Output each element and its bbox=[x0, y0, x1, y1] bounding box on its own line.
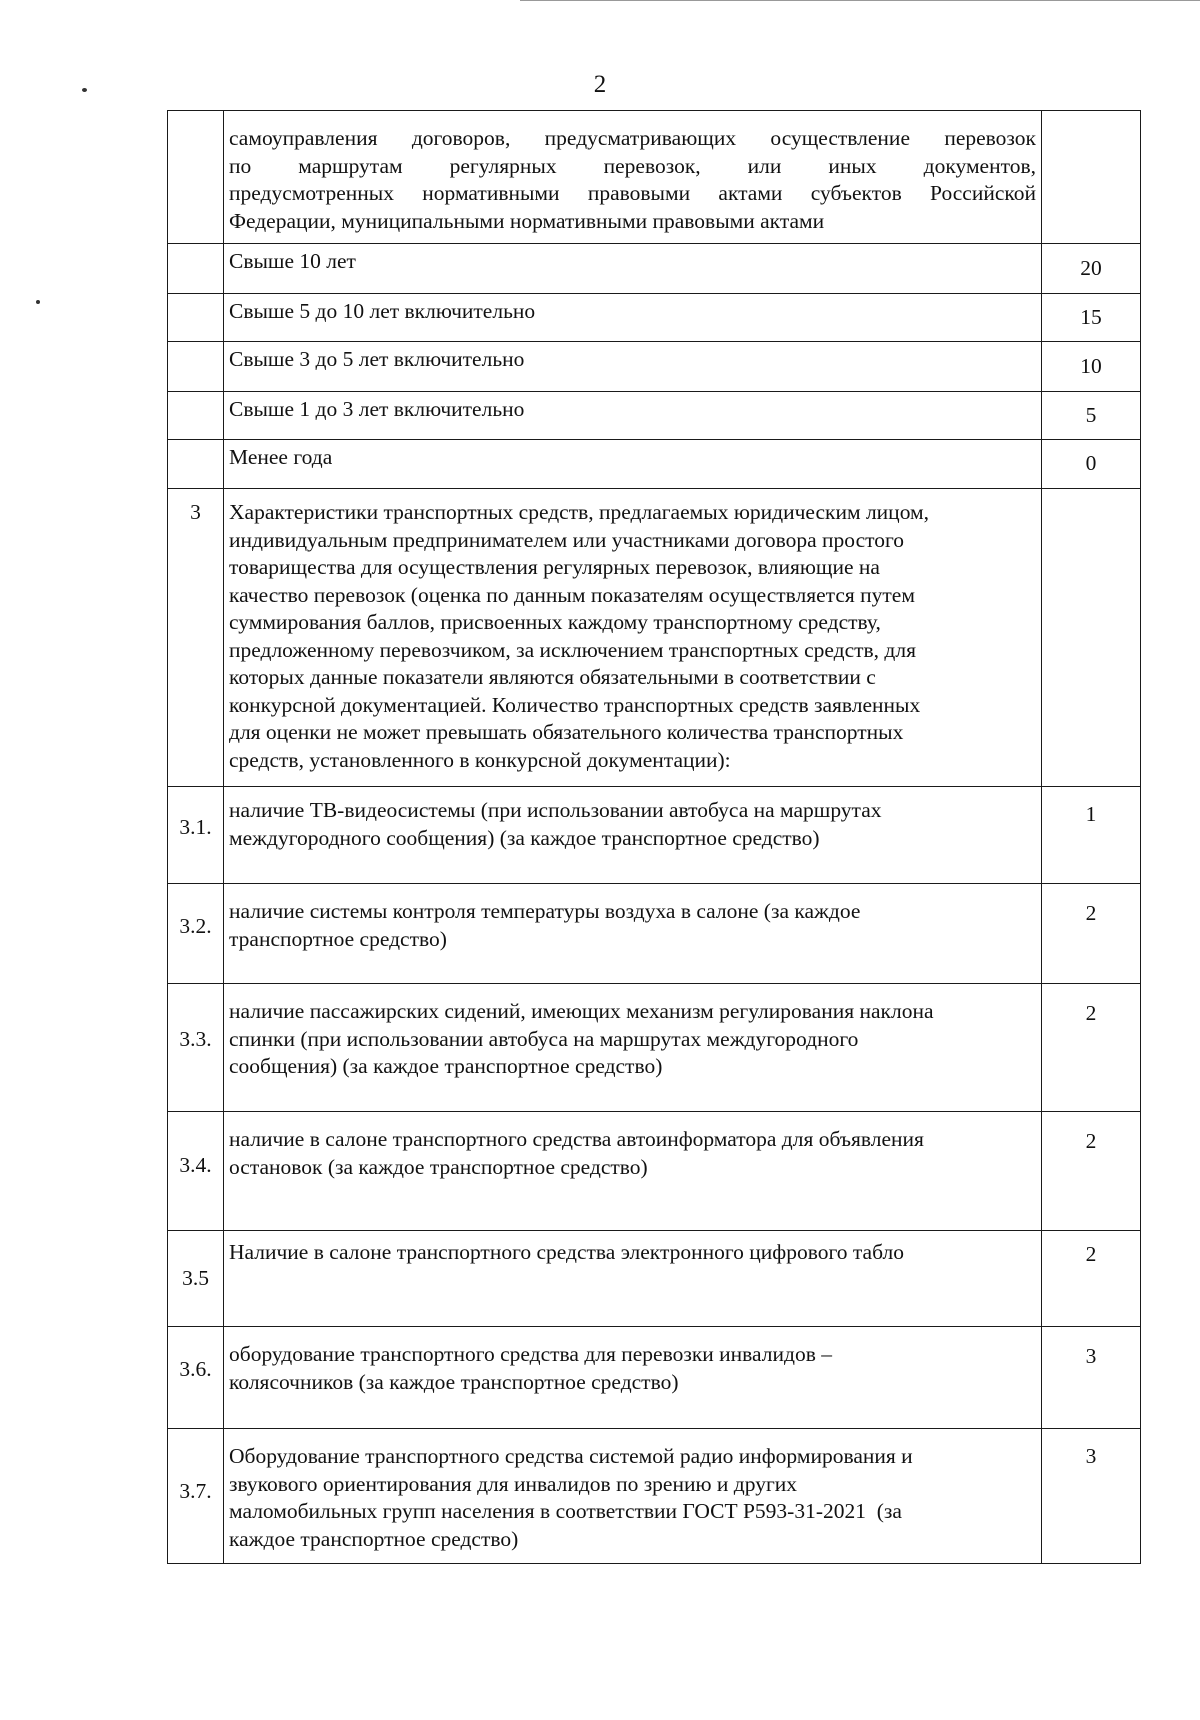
row-description bbox=[224, 787, 1042, 884]
row-description bbox=[224, 342, 1042, 392]
row-text-line: по маршрутам регулярных перевозок, или иных документов, bbox=[229, 153, 1036, 178]
row-score: 2 bbox=[1042, 1112, 1141, 1231]
row-text-line: качество перевозок (оценка по данным показателям осуществляется путем bbox=[229, 582, 915, 607]
table-row bbox=[168, 1231, 1141, 1327]
row-number bbox=[168, 111, 224, 244]
row-description bbox=[224, 440, 1042, 489]
scan-speck bbox=[36, 300, 40, 304]
row-number: 3.1. bbox=[168, 787, 224, 884]
page-number: 2 bbox=[593, 71, 607, 98]
row-score: 0 bbox=[1042, 440, 1141, 489]
row-text-line: оборудование транспортного средства для перевозки инвалидов – bbox=[229, 1342, 832, 1366]
table-row bbox=[168, 1429, 1141, 1564]
row-text-line: колясочников (за каждое транспортное средство) bbox=[229, 1369, 679, 1394]
row-description bbox=[224, 1231, 1042, 1327]
row-score: 2 bbox=[1042, 884, 1141, 984]
table-row bbox=[168, 244, 1141, 294]
row-text-line: сообщения) (за каждое транспортное средство) bbox=[229, 1054, 663, 1078]
row-text-line: Свыше 5 до 10 лет включительно bbox=[229, 299, 536, 323]
row-description bbox=[224, 489, 1042, 787]
row-text-line: для оценки не может превышать обязательного количества транспортных bbox=[229, 720, 904, 744]
row-number: 3.2. bbox=[168, 884, 224, 984]
row-text-line: самоуправления договоров, предусматривающих осуществление перевозок bbox=[229, 126, 1036, 150]
row-text-line: Наличие в салоне транспортного средства электронного цифрового табло bbox=[229, 1240, 904, 1264]
row-number: 3.5 bbox=[168, 1231, 224, 1327]
row-score: 5 bbox=[1042, 392, 1141, 440]
row-text-line: конкурсной документацией. Количество транспортных средств заявленных bbox=[229, 692, 921, 717]
row-description bbox=[224, 294, 1042, 342]
row-score bbox=[1042, 489, 1141, 787]
row-number bbox=[168, 244, 224, 294]
table-row bbox=[168, 1327, 1141, 1429]
row-description bbox=[224, 984, 1042, 1112]
row-text-line: суммирования баллов, присвоенных каждому транспортному средству, bbox=[229, 610, 881, 634]
row-score: 15 bbox=[1042, 294, 1141, 342]
row-number: 3.6. bbox=[168, 1327, 224, 1429]
table-row bbox=[168, 440, 1141, 489]
row-text-line: Оборудование транспортного средства системой радио информирования и bbox=[229, 1444, 913, 1468]
row-text-line: наличие пассажирских сидений, имеющих механизм регулирования наклона bbox=[229, 999, 934, 1023]
row-score bbox=[1042, 111, 1141, 244]
row-number: 3.4. bbox=[168, 1112, 224, 1231]
table-row bbox=[168, 984, 1141, 1112]
row-text-line: предусмотренных нормативными правовыми актами субъектов Российской bbox=[229, 181, 1036, 205]
row-score: 3 bbox=[1042, 1327, 1141, 1429]
scan-edge-line bbox=[520, 0, 1200, 1]
row-score: 1 bbox=[1042, 787, 1141, 884]
row-text-line: остановок (за каждое транспортное средство) bbox=[229, 1154, 648, 1179]
row-text-line: маломобильных групп населения в соответствии ГОСТ Р593-31-2021 (за bbox=[229, 1499, 902, 1523]
row-text-line: средств, установленного в конкурсной документации): bbox=[229, 747, 731, 772]
table-row bbox=[168, 489, 1141, 787]
row-text-line: Свыше 1 до 3 лет включительно bbox=[229, 397, 525, 421]
row-description bbox=[224, 244, 1042, 294]
row-text-line: наличие системы контроля температуры воздуха в салоне (за каждое bbox=[229, 899, 861, 923]
row-description bbox=[224, 884, 1042, 984]
row-text-line: Свыше 3 до 5 лет включительно bbox=[229, 347, 525, 371]
row-number bbox=[168, 294, 224, 342]
row-text-line: предложенному перевозчиком, за исключением транспортных средств, для bbox=[229, 637, 916, 662]
row-description bbox=[224, 111, 1042, 244]
row-number: 3.3. bbox=[168, 984, 224, 1112]
table-row bbox=[168, 1112, 1141, 1231]
row-score: 2 bbox=[1042, 1231, 1141, 1327]
row-number bbox=[168, 392, 224, 440]
row-text-line: транспортное средство) bbox=[229, 926, 447, 951]
row-number: 3.7. bbox=[168, 1429, 224, 1564]
row-text-line: Менее года bbox=[229, 445, 333, 469]
row-number bbox=[168, 440, 224, 489]
table-row bbox=[168, 111, 1141, 244]
row-text-line: товарищества для осуществления регулярных перевозок, влияющие на bbox=[229, 555, 880, 579]
row-text-line: каждое транспортное средство) bbox=[229, 1526, 519, 1551]
row-text-line: спинки (при использовании автобуса на маршрутах междугородного bbox=[229, 1026, 859, 1051]
table-row bbox=[168, 294, 1141, 342]
row-text-line: Свыше 10 лет bbox=[229, 249, 356, 273]
criteria-table bbox=[167, 110, 1140, 1564]
table-row bbox=[168, 787, 1141, 884]
row-number: 3 bbox=[168, 489, 224, 787]
row-description bbox=[224, 1112, 1042, 1231]
row-text-line: Характеристики транспортных средств, предлагаемых юридическим лицом, bbox=[229, 500, 930, 524]
row-description bbox=[224, 392, 1042, 440]
row-text-line: индивидуальным предпринимателем или участниками договора простого bbox=[229, 527, 905, 552]
table-row bbox=[168, 392, 1141, 440]
row-score: 10 bbox=[1042, 342, 1141, 392]
row-description bbox=[224, 1327, 1042, 1429]
row-text-line: наличие в салоне транспортного средства автоинформатора для объявления bbox=[229, 1127, 924, 1151]
row-text-line: звукового ориентирования для инвалидов по зрению и других bbox=[229, 1471, 798, 1496]
row-text-line: Федерации, муниципальными нормативными правовыми актами bbox=[229, 208, 825, 233]
row-score: 2 bbox=[1042, 984, 1141, 1112]
row-description bbox=[224, 1429, 1042, 1564]
row-score: 20 bbox=[1042, 244, 1141, 294]
row-text-line: междугородного сообщения) (за каждое транспортное средство) bbox=[229, 825, 820, 850]
row-text-line: наличие ТВ-видеосистемы (при использовании автобуса на маршрутах bbox=[229, 798, 882, 822]
row-number bbox=[168, 342, 224, 392]
table-row bbox=[168, 342, 1141, 392]
row-score: 3 bbox=[1042, 1429, 1141, 1564]
table-row bbox=[168, 884, 1141, 984]
row-text-line: которых данные показатели являются обязательными в соответствии с bbox=[229, 665, 876, 689]
